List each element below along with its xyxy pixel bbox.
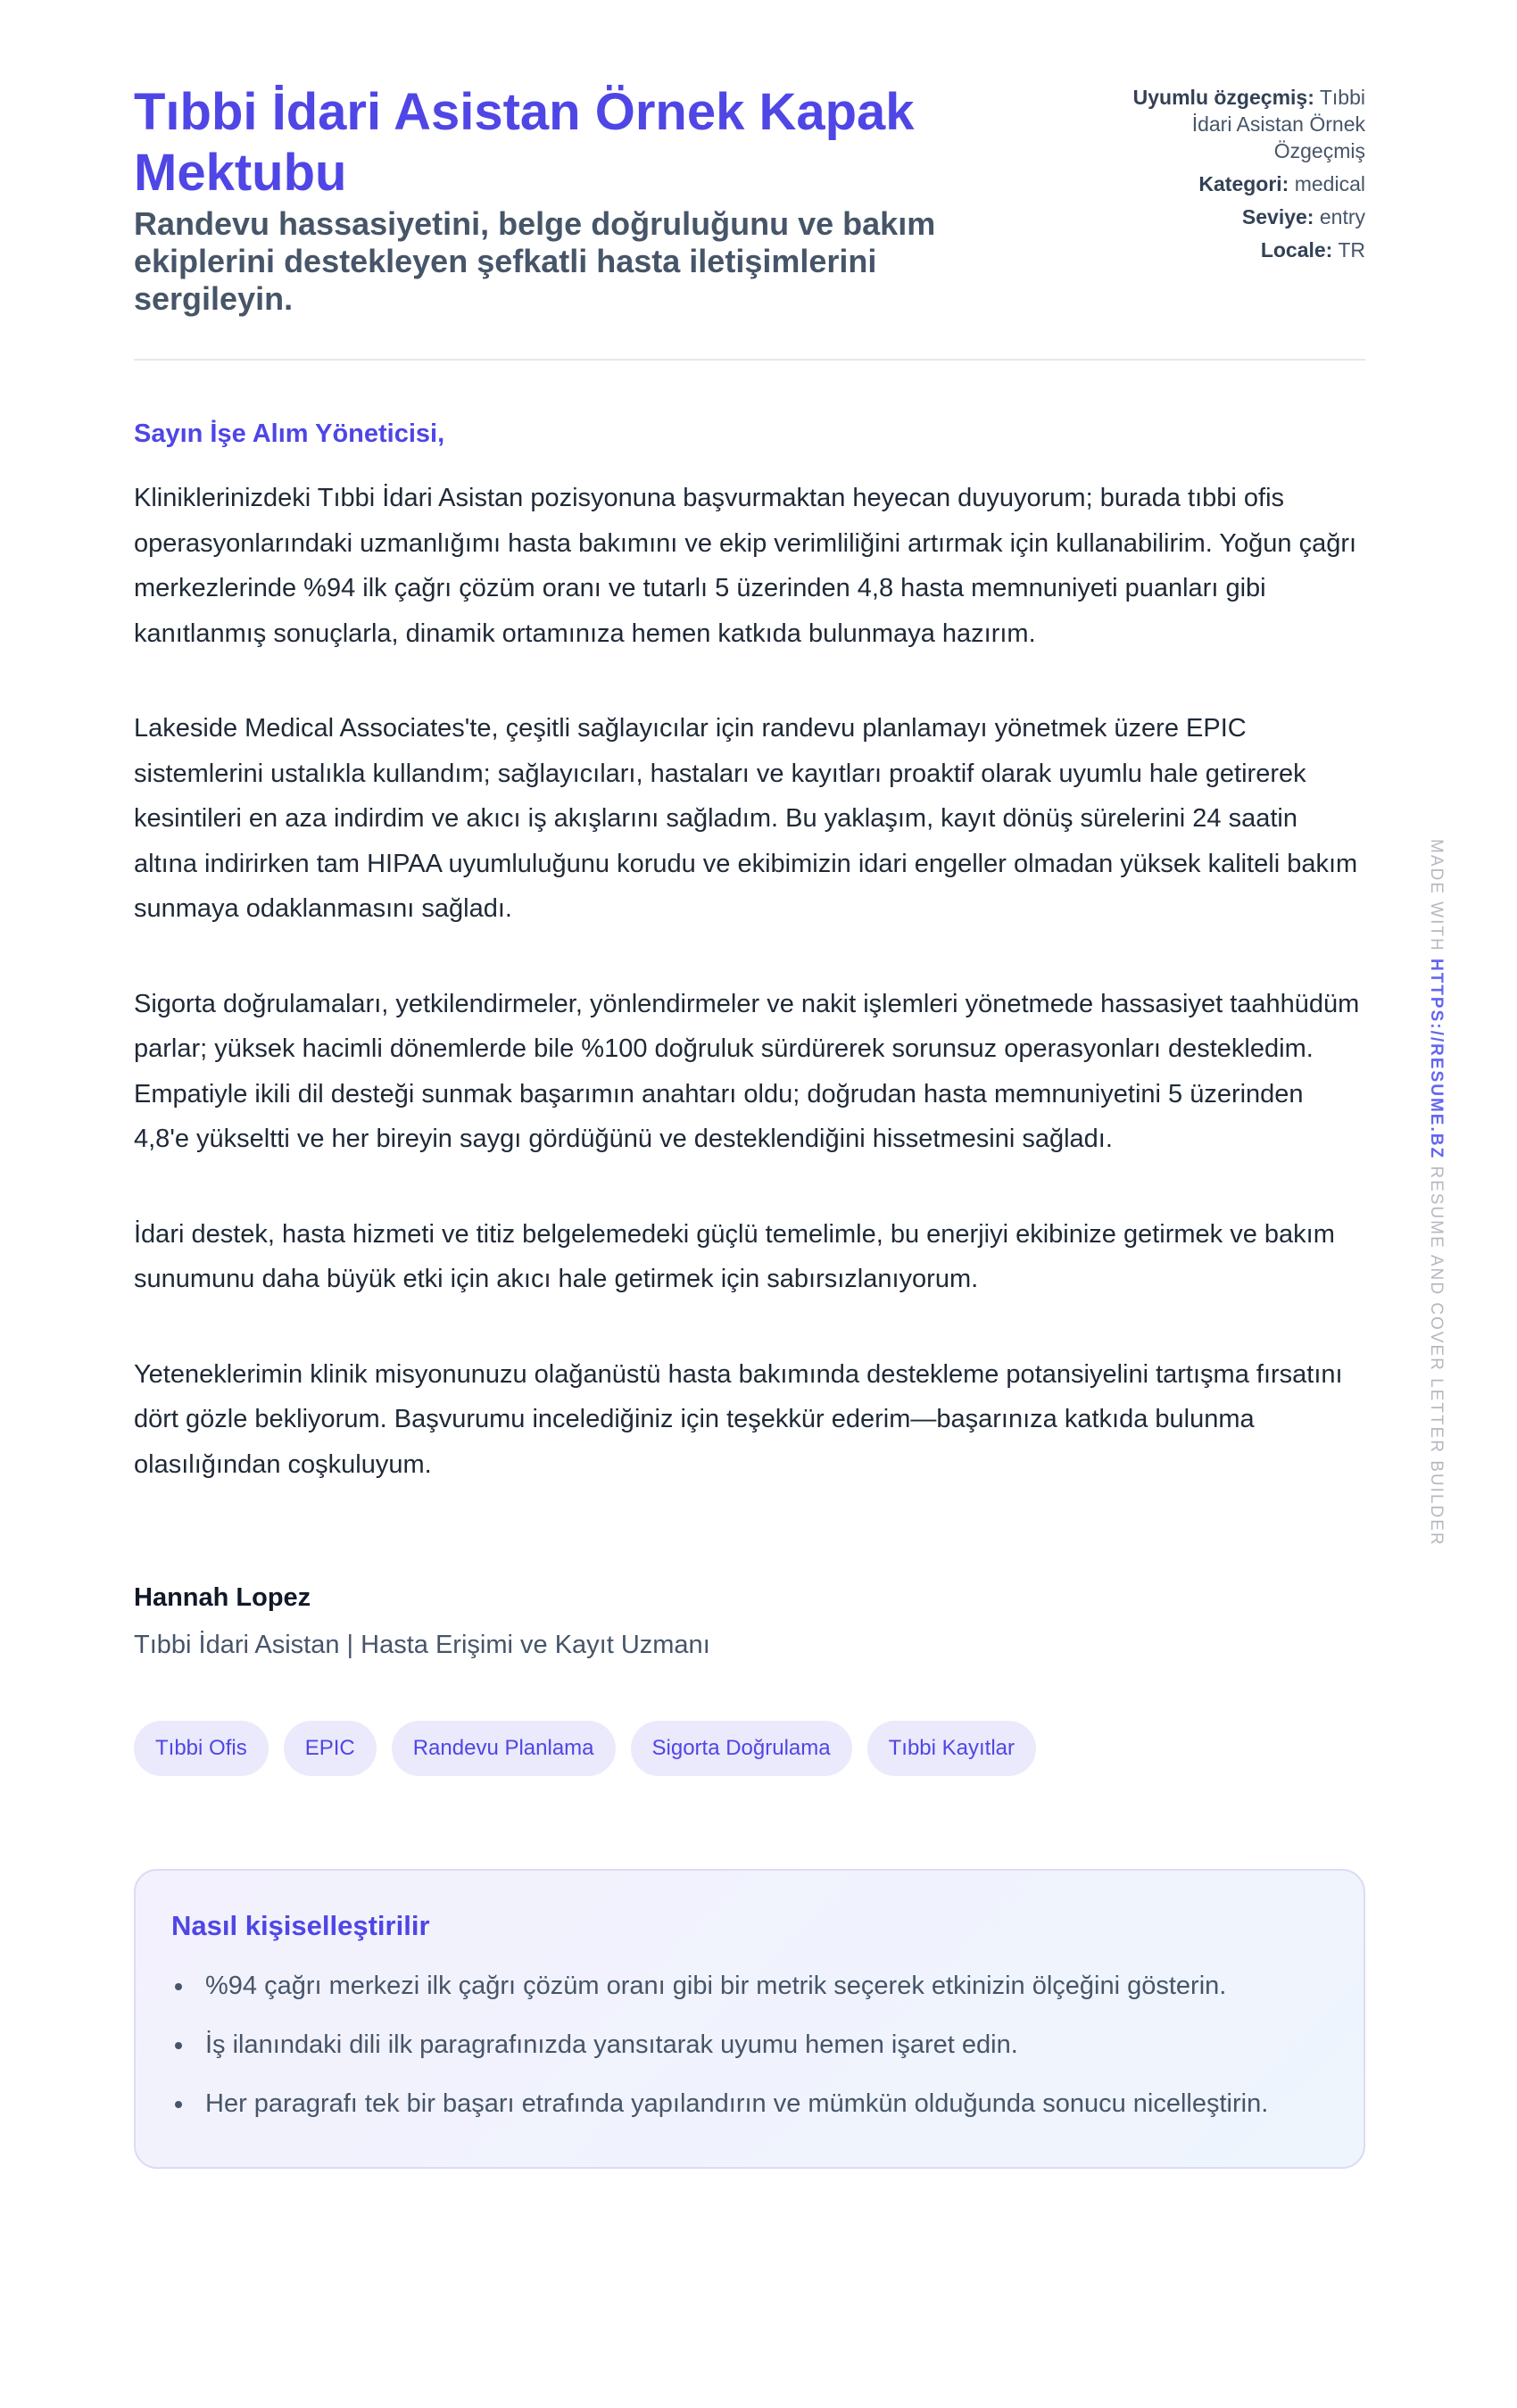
tips-list	[171, 1964, 1328, 2126]
meta-value: medical	[1294, 172, 1365, 195]
paragraph: Sigorta doğrulamaları, yetkilendirmeler, yönlendirmeler ve nakit işlemleri yönetmede hassasiyet taahhüdüm parlar; yüksek hacimli dönemlerde bile %100 doğruluk sürdürerek sorunsuz operasyonları destekledim. Empatiyle ikili dil desteği sunmak başarımın anahtarı oldu; doğrudan hasta memnuniyetini 5 üzerinden 4,8'e yükseltti ve her bireyin saygı gördüğünü ve desteklendiğini hissetmesini sağladı.	[134, 989, 1360, 1153]
paragraph: Kliniklerinizdeki Tıbbi İdari Asistan pozisyonuna başvurmaktan heyecan duyuyorum; burada tıbbi ofis operasyonlarındaki uzmanlığımı hasta bakımını ve ekip verimliliğini artırmak için kullanabilirim. Yoğun çağrı merkezlerinde %94 ilk çağrı çözüm oranı ve tutarlı 5 üzerinden 4,8 hasta memnuniyeti puanları gibi kanıtlanmış sonuçlarla, dinamik ortamınıza hemen katkıda bulunmaya hazırım.	[134, 484, 1357, 648]
meta-locale	[1098, 237, 1365, 263]
tag-list	[134, 1721, 1365, 1776]
paragraph: Lakeside Medical Associates'te, çeşitli sağlayıcılar için randevu planlamayı yönetmek üzere EPIC sistemlerini ustalıkla kullandım; sağlayıcıları, hastaları ve kayıtları proaktif olarak uyumlu hale getirerek kesintileri en aza indirdim ve akıcı iş akışlarını sağladım. Bu yaklaşım, kayıt dönüş sürelerini 24 saatin altına indirirken tam HIPAA uyumluluğunu korudu ve ekibimizin idari engeller olmadan yüksek kaliteli bakım sunmaya odaklanmasını sağladı.	[134, 714, 1358, 923]
paragraph: Yeteneklerimin klinik misyonunuzu olağanüstü hasta bakımında destekleme potansiyelini tartışma fırsatını dört gözle bekliyorum. Başvurumu incelediğiniz için teşekkür ederim—başarınıza katkıda bulunma olasılığından coşkuluyum.	[134, 1359, 1343, 1479]
tag-chip: EPIC	[284, 1721, 377, 1776]
paragraph: İdari destek, hasta hizmeti ve titiz belgelemedeki güçlü temelimle, bu enerjiyi ekibinize getirmek ve bakım sunumunu daha büyük etki için akıcı hale getirmek için sabırsızlanıyorum.	[134, 1219, 1335, 1293]
title-block	[134, 82, 982, 318]
header	[134, 82, 1365, 361]
meta-label: Kategori:	[1198, 172, 1289, 195]
tips-title: Nasıl kişiselleştirilir	[171, 1910, 430, 1941]
meta-level	[1098, 203, 1365, 230]
meta-value: entry	[1319, 205, 1365, 228]
tips-box	[134, 1869, 1365, 2169]
tip-item: Her paragrafı tek bir başarı etrafında yapılandırın ve mümkün olduğunda sonucu nicelleştirin.	[171, 2081, 1328, 2126]
meta-resume	[1098, 84, 1365, 164]
cover-letter-page	[134, 82, 1365, 2169]
meta-value: Tıbbi İdari Asistan Örnek Özgeçmiş	[1191, 86, 1365, 162]
meta-info	[1098, 84, 1365, 270]
signature-name: Hannah Lopez	[134, 1583, 311, 1612]
meta-label: Locale:	[1260, 238, 1333, 262]
watermark-prefix: MADE WITH	[1427, 839, 1446, 952]
tip-item: İş ilanındaki dili ilk paragrafınızda yansıtarak uyumu hemen işaret edin.	[171, 2022, 1328, 2067]
tag-chip: Randevu Planlama	[392, 1721, 616, 1776]
meta-label: Uyumlu özgeçmiş:	[1132, 86, 1314, 109]
meta-value: TR	[1338, 238, 1365, 262]
tag-chip: Sigorta Doğrulama	[631, 1721, 852, 1776]
meta-label: Seviye:	[1241, 205, 1314, 228]
meta-category	[1098, 170, 1365, 197]
tag-chip: Tıbbi Kayıtlar	[867, 1721, 1036, 1776]
signature-role: Tıbbi İdari Asistan | Hasta Erişimi ve Kayıt Uzmanı	[134, 1631, 710, 1659]
watermark-link[interactable]: HTTPS://RESUME.BZ	[1427, 959, 1446, 1160]
greeting: Sayın İşe Alım Yöneticisi,	[134, 419, 445, 448]
tip-item: %94 çağrı merkezi ilk çağrı çözüm oranı gibi bir metrik seçerek etkinizin ölçeğini gösterin.	[171, 1964, 1328, 2008]
page-title: Tıbbi İdari Asistan Örnek Kapak Mektubu	[134, 83, 915, 202]
tag-chip: Tıbbi Ofis	[134, 1721, 269, 1776]
page-subtitle: Randevu hassasiyetini, belge doğruluğunu ve bakım ekiplerini destekleyen şefkatli hasta iletişimlerini sergileyin.	[134, 205, 936, 317]
watermark	[1419, 839, 1446, 1553]
watermark-suffix: RESUME AND COVER LETTER BUILDER	[1427, 1166, 1446, 1547]
